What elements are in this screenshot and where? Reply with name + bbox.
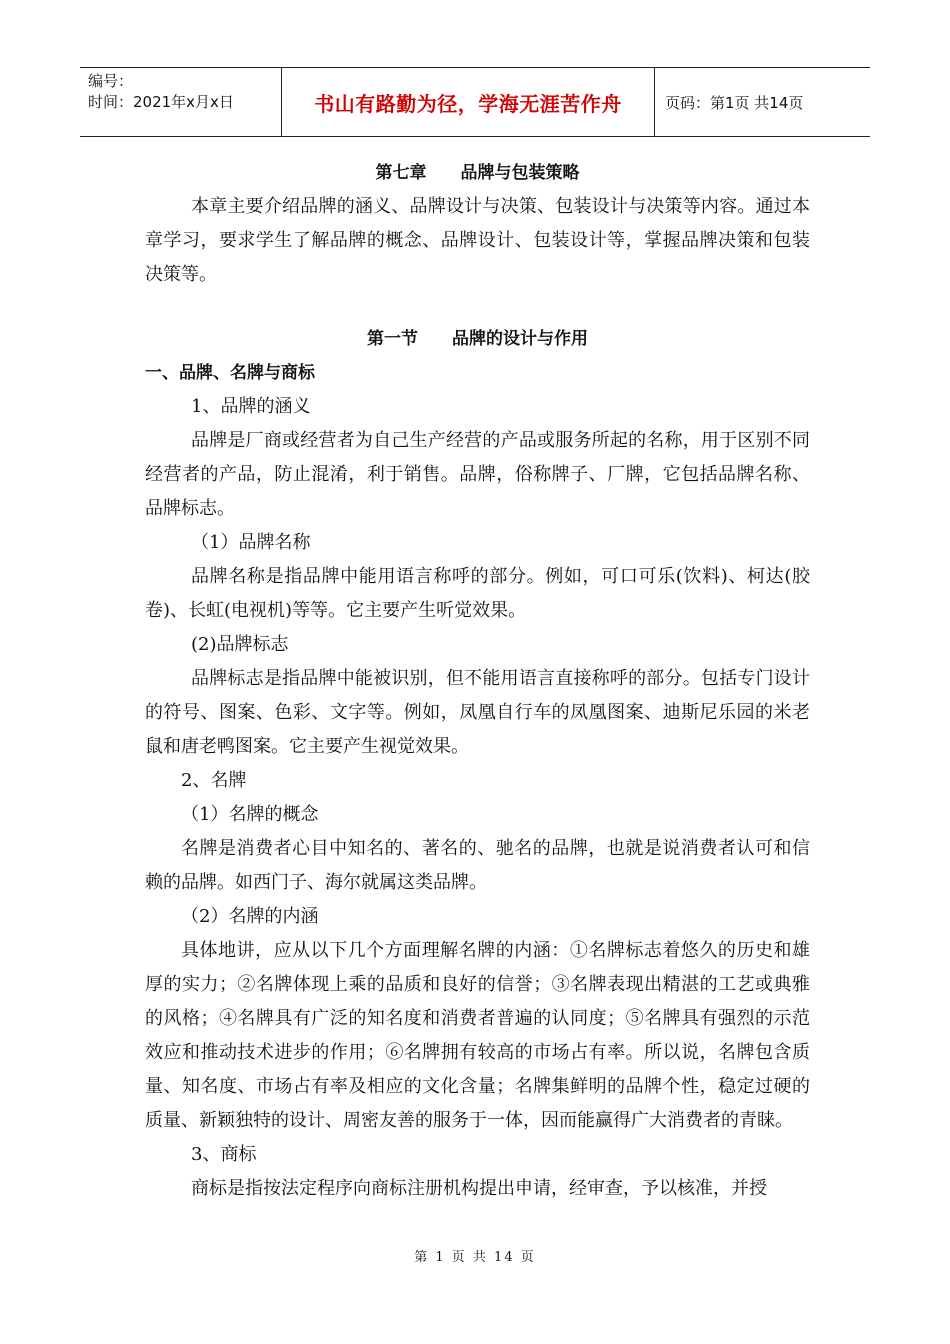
paragraph-1b: 品牌标志是指品牌中能被识别，但不能用语言直接称呼的部分。包括专门设计的符号、图案、色彩、文字等。例如，凤凰自行车的凤凰图案、迪斯尼乐园的米老鼠和唐老鸭图案。它主要产生视觉效果。 <box>145 668 810 757</box>
page-footer: 第 1 页 共 14 页 <box>414 1250 536 1265</box>
subheading-2: 2、名牌 <box>181 770 247 791</box>
page-header <box>80 67 870 137</box>
header-motto: 书山有路勤为径，学海无涯苦作舟 <box>282 68 655 136</box>
document-body <box>145 156 810 1206</box>
subheading-3: 3、商标 <box>191 1144 257 1165</box>
subheading-1: 1、品牌的涵义 <box>191 396 311 417</box>
header-page-info: 页码：第1页 共14页 <box>665 93 804 112</box>
subheading-2a: （1）名牌的概念 <box>181 804 319 825</box>
subheading-1b: (2)品牌标志 <box>191 634 289 655</box>
subheading-1a: （1）品牌名称 <box>191 532 311 553</box>
time-label: 时间：2021年x月x日 <box>88 93 234 111</box>
paragraph-3: 商标是指按法定程序向商标注册机构提出申请，经审查，予以核准，并授 <box>191 1178 767 1199</box>
number-label: 编号： <box>88 72 134 90</box>
paragraph-2a: 名牌是消费者心目中知名的、著名的、驰名的品牌，也就是说消费者认可和信赖的品牌。如西门子、海尔就属这类品牌。 <box>145 838 810 893</box>
chapter-title: 第七章 品牌与包装策略 <box>375 163 580 183</box>
subheading-2b: （2）名牌的内涵 <box>181 906 319 927</box>
paragraph-1a: 品牌名称是指品牌中能用语言称呼的部分。例如，可口可乐(饮料)、柯达(胶卷)、长虹(电视机)等等。它主要产生听觉效果。 <box>145 566 810 621</box>
part-title: 一、品牌、名牌与商标 <box>145 363 315 383</box>
section-title: 第一节 品牌的设计与作用 <box>367 329 588 349</box>
paragraph-2b: 具体地讲，应从以下几个方面理解名牌的内涵：①名牌标志着悠久的历史和雄厚的实力；②名牌体现上乘的品质和良好的信誉；③名牌表现出精湛的工艺或典雅的风格；④名牌具有广泛的知名度和消费者普遍的认同度；⑤名牌具有强烈的示范效应和推动技术进步的作用；⑥名牌拥有较高的市场占有率。所以说，名牌包含质量、知名度、市场占有率及相应的文化含量；名牌集鲜明的品牌个性，稳定过硬的质量、新颖独特的设计、周密友善的服务于一体，因而能赢得广大消费者的青睐。 <box>145 940 810 1131</box>
paragraph-1: 品牌是厂商或经营者为自己生产经营的产品或服务所起的名称，用于区别不同经营者的产品，防止混淆，利于销售。品牌，俗称牌子、厂牌，它包括品牌名称、品牌标志。 <box>145 430 810 519</box>
chapter-intro: 本章主要介绍品牌的涵义、品牌设计与决策、包装设计与决策等内容。通过本章学习，要求学生了解品牌的概念、品牌设计、包装设计等，掌握品牌决策和包装决策等。 <box>145 196 810 285</box>
header-meta <box>80 68 282 136</box>
